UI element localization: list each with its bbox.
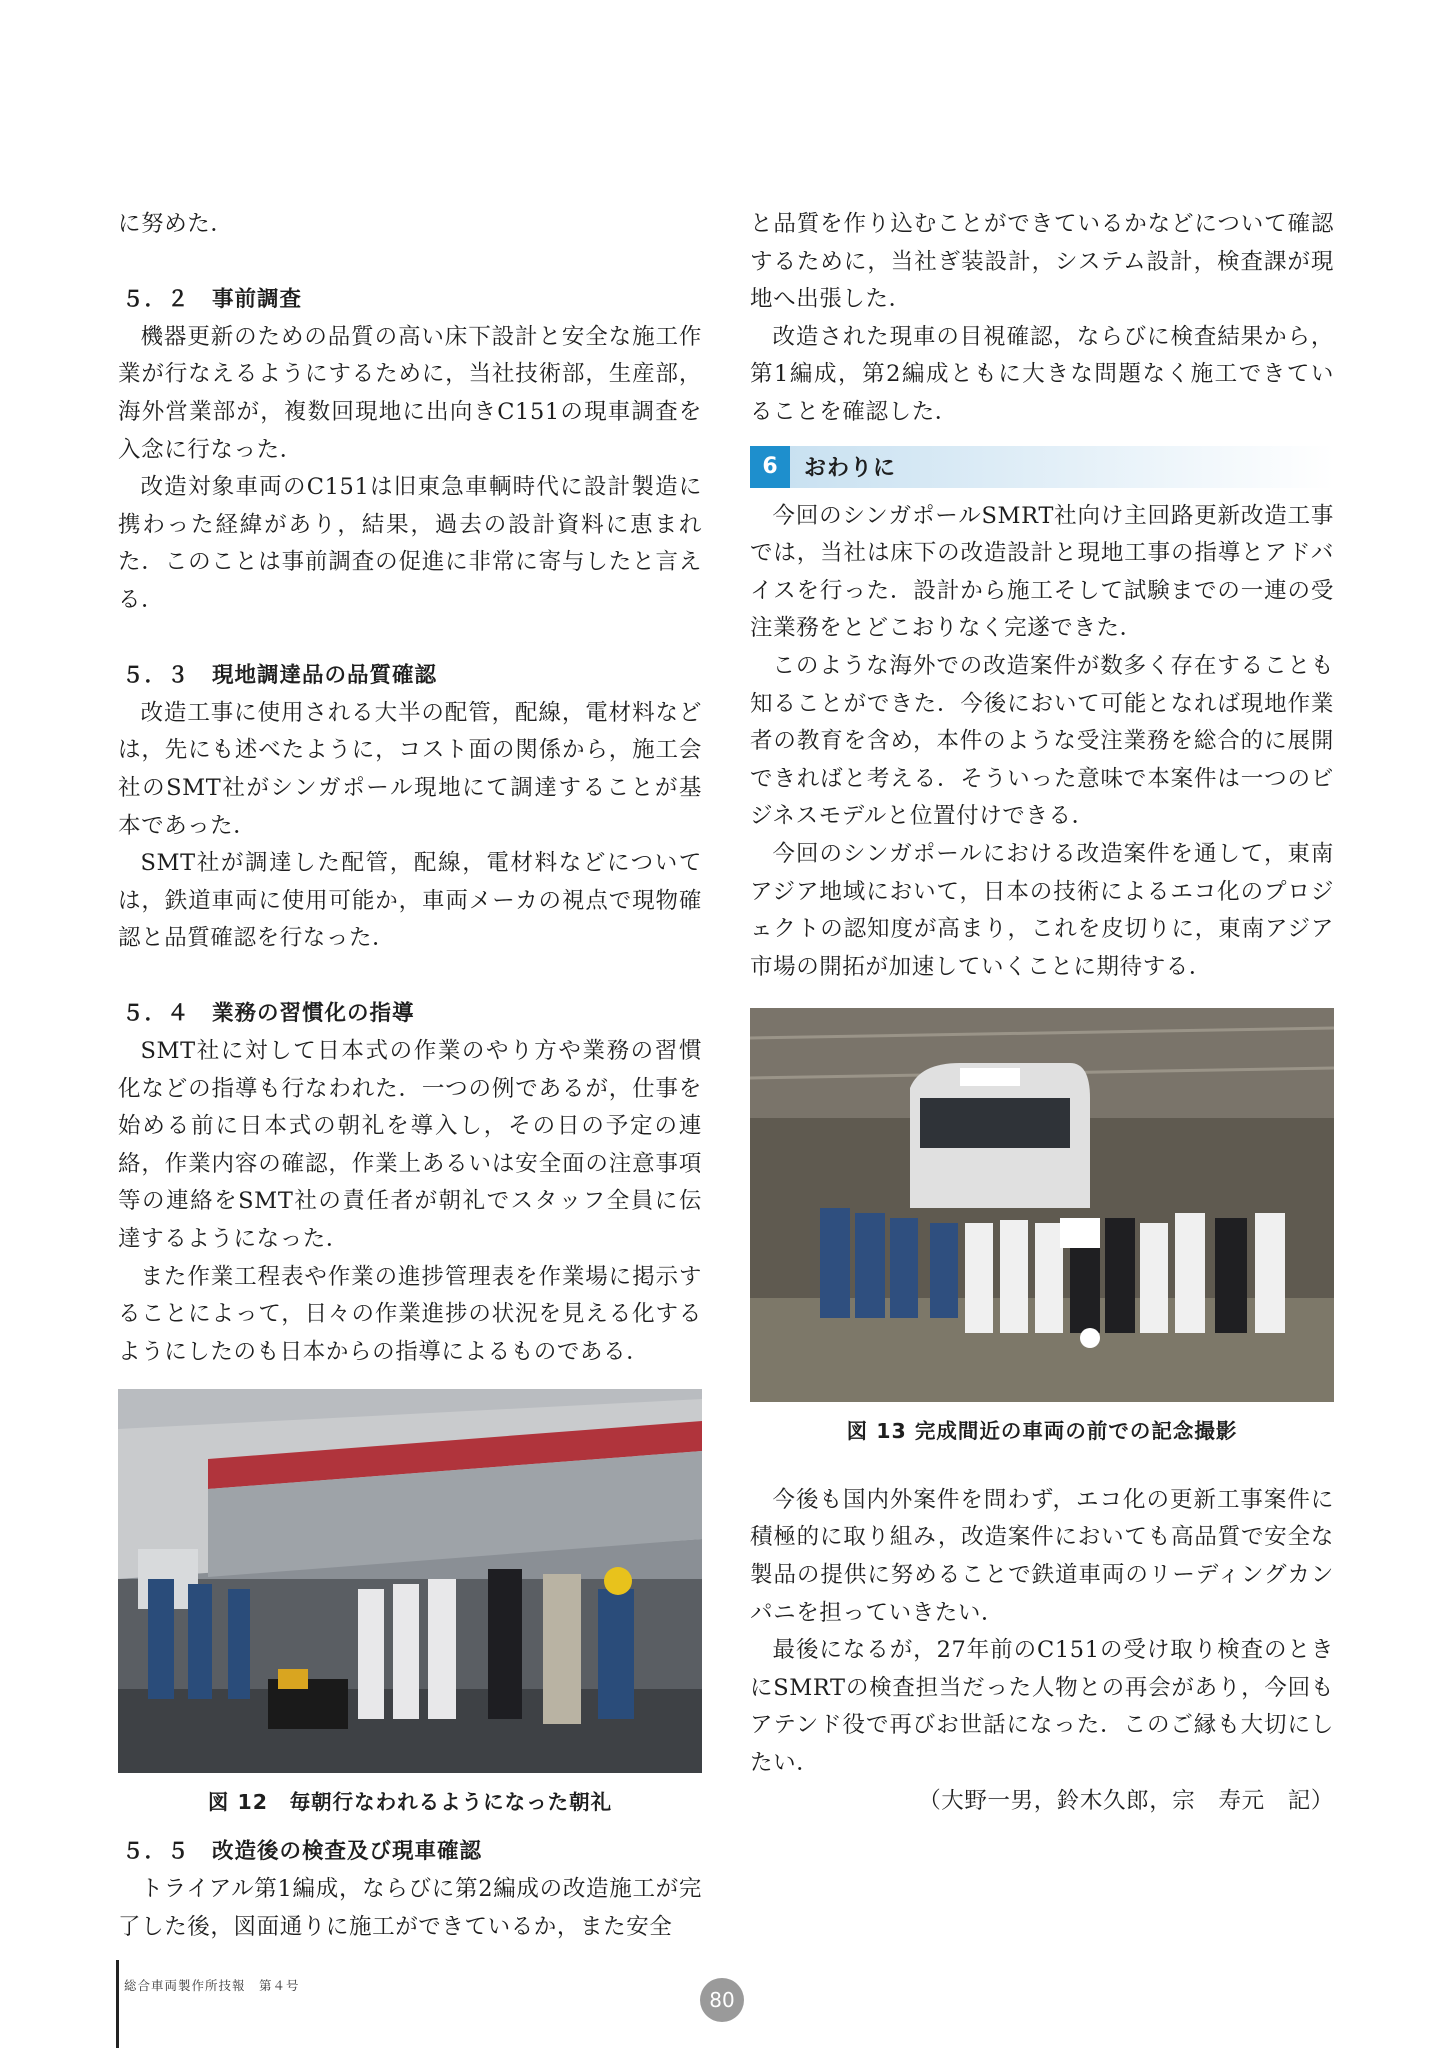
section-title: おわりに (804, 456, 897, 482)
journal-name: 総合車両製作所技報 第４号 (124, 1978, 300, 1993)
section-heading-5-3: ５．３ 現地調達品の品質確認 (122, 663, 438, 689)
group-photo (750, 1008, 1334, 1402)
paragraph: と品質を作り込むことができているかなどについて確認するために，当社ぎ装設計，システム設計，検査課が現地へ出張した． (750, 211, 1334, 313)
section-number: 6 (750, 446, 790, 488)
author-signature: （大野一男，鈴木久郎，宗 寿元 記） (918, 1787, 1334, 1814)
paragraph: 改造工事に使用される大半の配管，配線，電材料などは，先にも述べたように，コスト面の関係から，施工会社のSMT社がシンガポール現地にて調達することが基本であった． (118, 699, 702, 839)
section-heading-5-2: ５．２ 事前調査 (122, 287, 303, 313)
figure-13-photo (750, 1008, 1334, 1402)
figure-12-photo (118, 1389, 702, 1773)
right-column (750, 206, 1334, 1820)
paragraph: SMT社が調達した配管，配線，電材料などについては，鉄道車両に使用可能か，車両メーカの視点で現物確認と品質確認を行なった． (118, 850, 702, 952)
paragraph: 改造された現車の目視確認，ならびに検査結果から，第1編成，第2編成ともに大きな問題なく施工できていることを確認した． (750, 323, 1334, 425)
section-6-header (750, 446, 1334, 488)
figure-13-caption: 図 13 完成間近の車両の前での記念撮影 (846, 1419, 1238, 1444)
section-heading-5-5: ５．５ 改造後の検査及び現車確認 (122, 1839, 483, 1865)
section-heading-5-4: ５．４ 業務の習慣化の指導 (122, 1001, 415, 1027)
paragraph: に努めた． (118, 211, 234, 237)
paragraph: 今回のシンガポールにおける改造案件を通して，東南アジア地域において，日本の技術によるエコ化のプロジェクトの認知度が高まり，これを皮切りに，東南アジア市場の開拓が加速していくことに期待する． (750, 840, 1334, 980)
paragraph: 機器更新のための品質の高い床下設計と安全な施工作業が行なえるようにするために，当社技術部，生産部，海外営業部が，複数回現地に出向きC151の現車調査を入念に行なった． (118, 323, 702, 463)
morning-meeting-photo (118, 1389, 702, 1773)
paragraph: SMT社に対して日本式の作業のやり方や業務の習慣化などの指導も行なわれた．一つの例であるが，仕事を始める前に日本式の朝礼を導入し，その日の予定の連絡，作業内容の確認，作業上あるいは安全面の注意事項等の連絡をSMT社の責任者が朝礼でスタッフ全員に伝達するようになった． (118, 1038, 702, 1253)
paragraph: このような海外での改造案件が数多く存在することも知ることができた．今後において可能となれば現地作業者の教育を含め，本件のような受注業務を総合的に展開できればと考える．そういった意味で本案件は一つのビジネスモデルと位置付けできる． (750, 652, 1334, 830)
paragraph: 今後も国内外案件を問わず，エコ化の更新工事案件に積極的に取り組み，改造案件においても高品質で安全な製品の提供に努めることで鉄道車両のリーディングカンパニを担っていきたい． (750, 1486, 1334, 1626)
left-column (118, 206, 702, 1946)
figure-12-caption: 図 12 毎朝行なわれるようになった朝礼 (207, 1790, 613, 1815)
paragraph: 今回のシンガポールSMRT社向け主回路更新改造工事では，当社は床下の改造設計と現地工事の指導とアドバイスを行った．設計から施工そして試験までの一連の受注業務をとどこおりなく完遂できた． (750, 502, 1334, 642)
paragraph: トライアル第1編成，ならびに第2編成の改造施工が完了した後，図面通りに施工ができているか，また安全 (118, 1876, 702, 1940)
footer-rule (116, 1960, 119, 2048)
paragraph: 改造対象車両のC151は旧東急車輌時代に設計製造に携わった経緯があり，結果，過去の設計資料に恵まれた．このことは事前調査の促進に非常に寄与したと言える． (118, 474, 702, 613)
paragraph: また作業工程表や作業の進捗管理表を作業場に掲示することによって，日々の作業進捗の状況を見える化するようにしたのも日本からの指導によるものである． (118, 1263, 702, 1365)
paragraph: 最後になるが，27年前のC151の受け取り検査のときにSMRTの検査担当だった人物との再会があり，今回もアテンド役で再びお世話になった．このご縁も大切にしたい． (750, 1637, 1334, 1777)
page-number: 80 (700, 1978, 744, 2022)
